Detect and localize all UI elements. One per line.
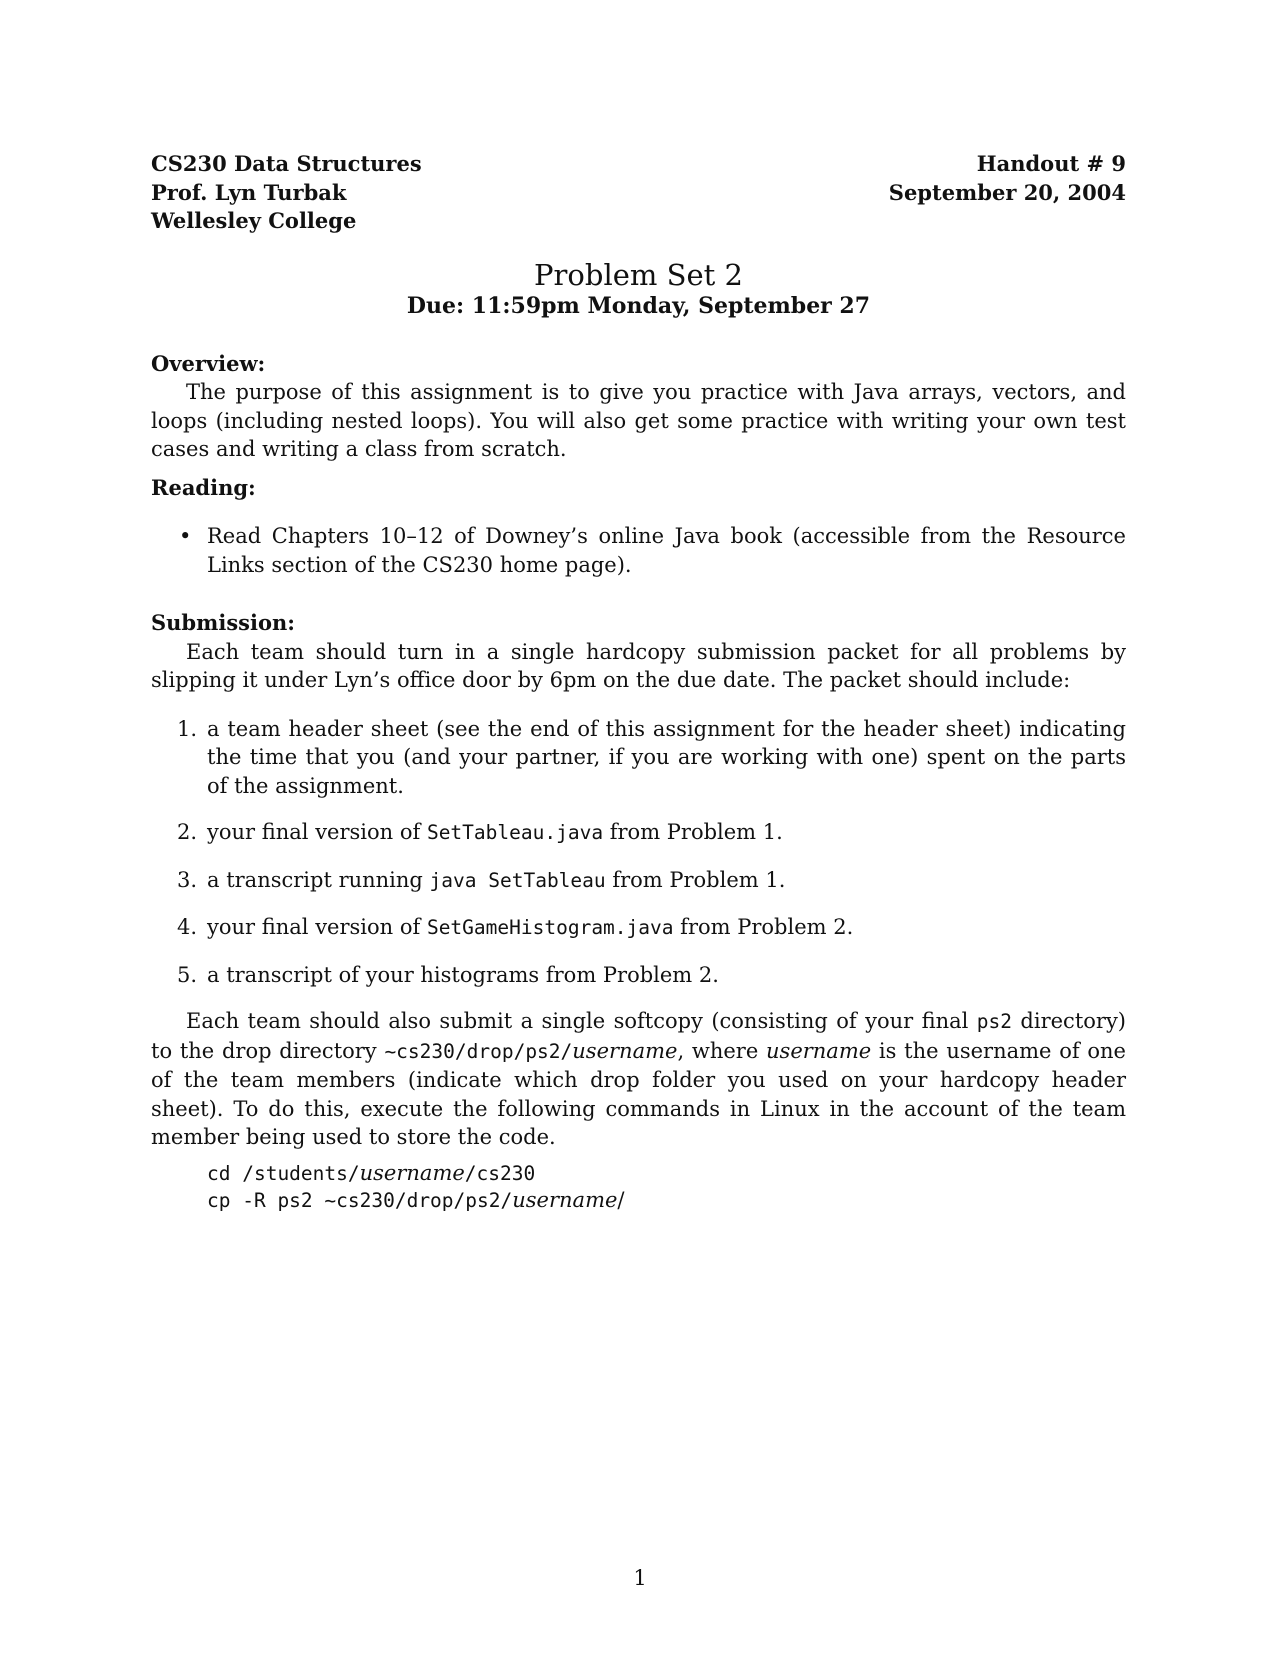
document-header [151,150,1126,236]
cmd-cp-part1: cp -R ps2 ~cs230/drop/ps2/ [207,1188,513,1212]
softcopy-code-ps2: ps2 [976,1010,1013,1033]
page-title: Problem Set 2 [534,257,743,292]
college-name: Wellesley College [151,208,357,233]
submission-heading: Submission: [151,610,295,635]
overview-text: The purpose of this assignment is to give you practice with Java arrays, vectors, and loops (including nested loops). You will also get some practice with writing your own test cases and writing a class from scratch. [151,380,1126,461]
title-block [151,258,1126,320]
cmd-cd-part1: cd /students/ [207,1161,360,1185]
softcopy-username-1: username [572,1038,678,1063]
document-page [151,150,1126,1214]
item-code: java SetTableau [429,868,606,892]
list-item [151,866,1126,896]
handout-number: Handout # 9 [976,151,1126,176]
overview-heading: Overview: [151,350,266,376]
softcopy-username-2: username [766,1038,872,1063]
reading-heading: Reading: [151,474,256,500]
item-number: 3. [177,867,198,892]
list-item [151,715,1126,801]
due-date: Due: 11:59pm Monday, September 27 [406,292,871,319]
command-block [207,1160,1126,1214]
item-text: a transcript of your histograms from Problem 2. [207,962,719,987]
item-text-post: from Problem 2. [673,915,854,939]
course-name: CS230 Data Structures [151,151,422,176]
header-left [151,150,422,236]
cmd-cd-username: username [359,1160,465,1185]
softcopy-text-3: , where [677,1038,767,1063]
list-item [151,961,1126,990]
header-right [889,150,1126,236]
reading-item-text: Read Chapters 10–12 of Downey’s online Java book (accessible from the Resource Links section of the CS230 home page). [207,524,1126,577]
page-number: 1 [633,1566,647,1590]
submission-intro: Each team should turn in a single hardcopy submission packet for all problems by slipping it under Lyn’s office door by 6pm on the due date. The packet should include: [151,639,1126,692]
cmd-cp-username: username [512,1187,618,1212]
item-text-pre: a transcript running [207,867,430,892]
command-line-cp [207,1187,1126,1214]
item-number: 4. [177,915,198,939]
item-code: SetTableau.java [426,821,604,844]
command-line-cd [207,1160,1126,1187]
item-text: a team header sheet (see the end of this assignment for the header sheet) indicating the time that you (and your partner, if you are working with one) spent on the parts of the assignment. [207,716,1126,798]
item-text-post: from Problem 1. [605,867,786,892]
softcopy-text-1: Each team should also submit a single softcopy (consisting of your final [186,1009,977,1033]
reading-list [151,522,1126,579]
list-item [151,818,1126,848]
list-item [151,913,1126,943]
softcopy-code-drop: ~cs230/drop/ps2/ [384,1039,573,1063]
bullet-icon: • [179,524,192,548]
list-item [151,522,1126,579]
professor-name: Prof. Lyn Turbak [151,179,347,205]
submission-list [151,715,1126,990]
item-text-post: from Problem 1. [603,820,783,844]
handout-date: September 20, 2004 [888,179,1126,205]
cmd-cp-part2: / [617,1187,625,1212]
softcopy-text-2: directory) to the drop directory [151,1009,1126,1063]
softcopy-text-4: is the username of one of the team members (indicate which drop folder you used on your hardcopy header sheet). To do this, execute the following commands in Linux in the account of the team member being used to store the code. [151,1038,1126,1149]
item-number: 1. [177,716,198,741]
item-number: 5. [177,962,198,987]
item-text-pre: your final version of [207,915,427,939]
cmd-cd-part2: /cs230 [464,1161,536,1185]
item-code: SetGameHistogram.java [426,916,674,939]
item-text-pre: your final version of [207,820,427,844]
softcopy-paragraph [151,1007,1126,1152]
item-number: 2. [177,820,198,844]
